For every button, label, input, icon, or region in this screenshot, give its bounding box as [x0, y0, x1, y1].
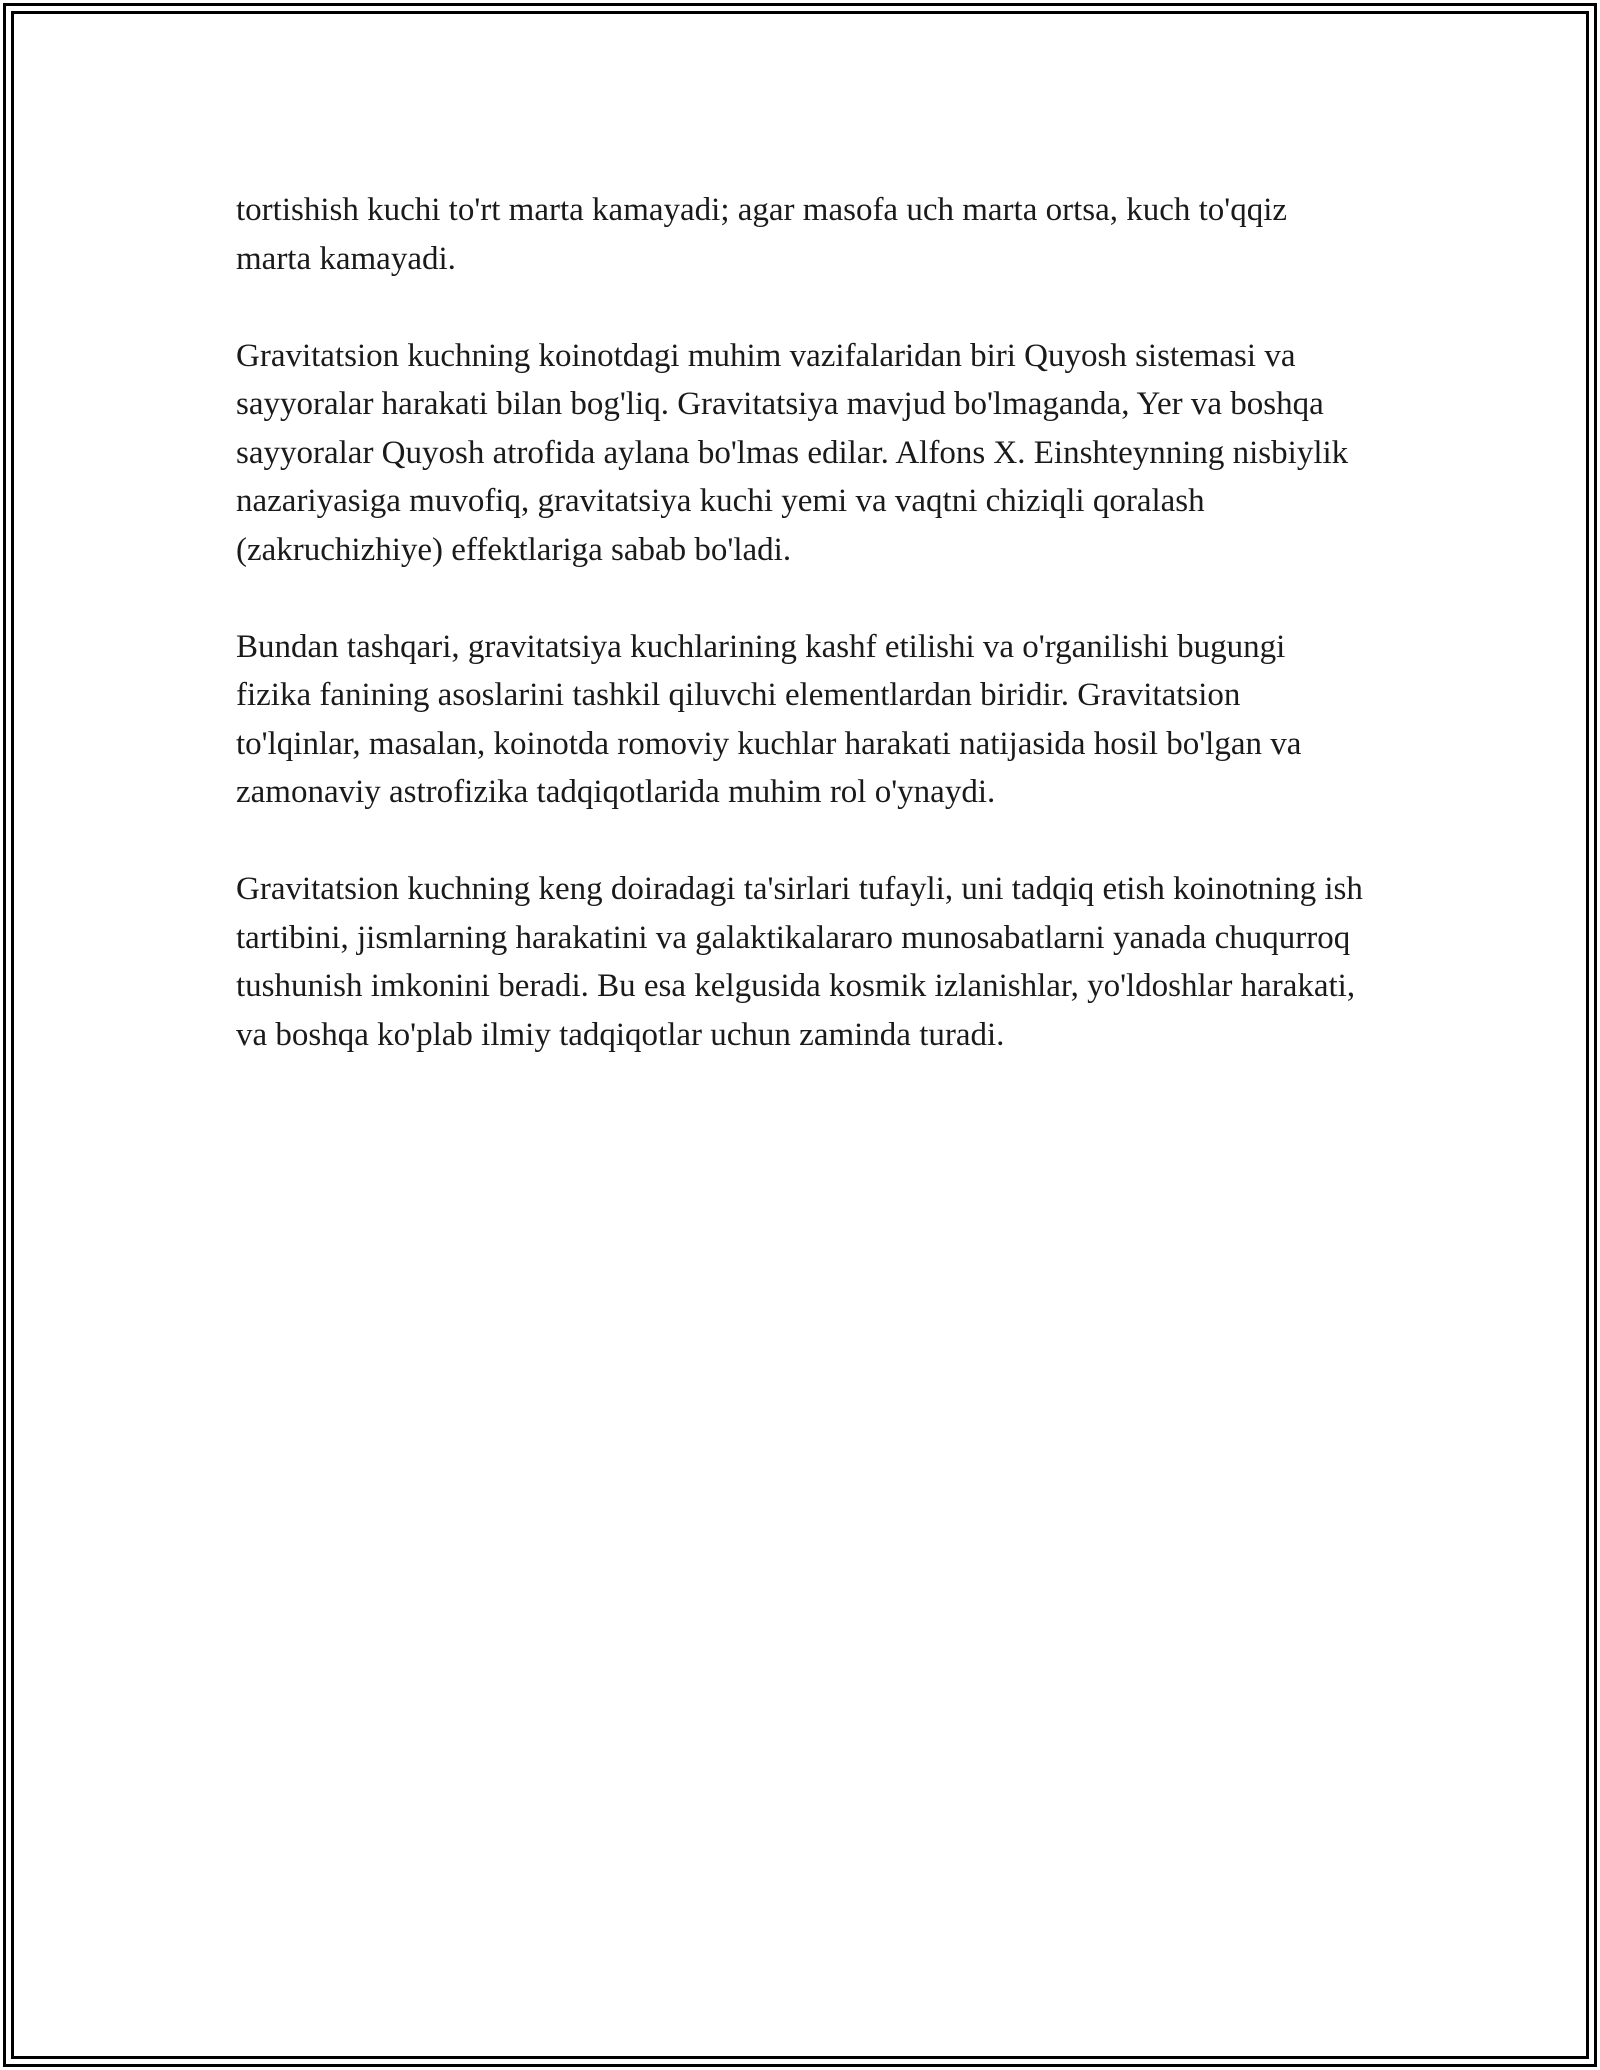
- paragraph-3: Bundan tashqari, gravitatsiya kuchlarining kashf etilishi va o'rganilishi bugungi fizika fanining asoslarini tashkil qiluvchi elementlardan biridir. Gravitatsion to'lqinlar, masalan, koinotda romoviy kuchlar harakati natijasida hosil bo'lgan va zamonaviy astrofizika tadqiqotlarida muhim rol o'ynaydi.: [236, 628, 1302, 810]
- paragraph-1: tortishish kuchi to'rt marta kamayadi; agar masofa uch marta ortsa, kuch to'qqiz marta kamayadi.: [236, 192, 1288, 277]
- document-body: [236, 186, 1366, 1108]
- paragraph-2: Gravitatsion kuchning koinotdagi muhim vazifalaridan biri Quyosh sistemasi va sayyoralar harakati bilan bog'liq. Gravitatsiya mavjud bo'lmaganda, Yer va boshqa sayyoralar Quyosh atrofida aylana bo'lmas edilar. Alfons X. Einshteynning nisbiylik nazariyasiga muvofiq, gravitatsiya kuchi yemi va vaqtni chiziqli qoralash (zakruchizhiye) effektlariga sabab bo'ladi.: [236, 337, 1349, 568]
- paragraph-4: Gravitatsion kuchning keng doiradagi ta'sirlari tufayli, uni tadqiq etish koinotning ish tartibini, jismlarning harakatini va galaktikalararo munosabatlarni yanada chuqurroq tushunish imkonini beradi. Bu esa kelgusida kosmik izlanishlar, yo'ldoshlar harakati, va boshqa ko'plab ilmiy tadqiqotlar uchun zaminda turadi.: [236, 871, 1363, 1053]
